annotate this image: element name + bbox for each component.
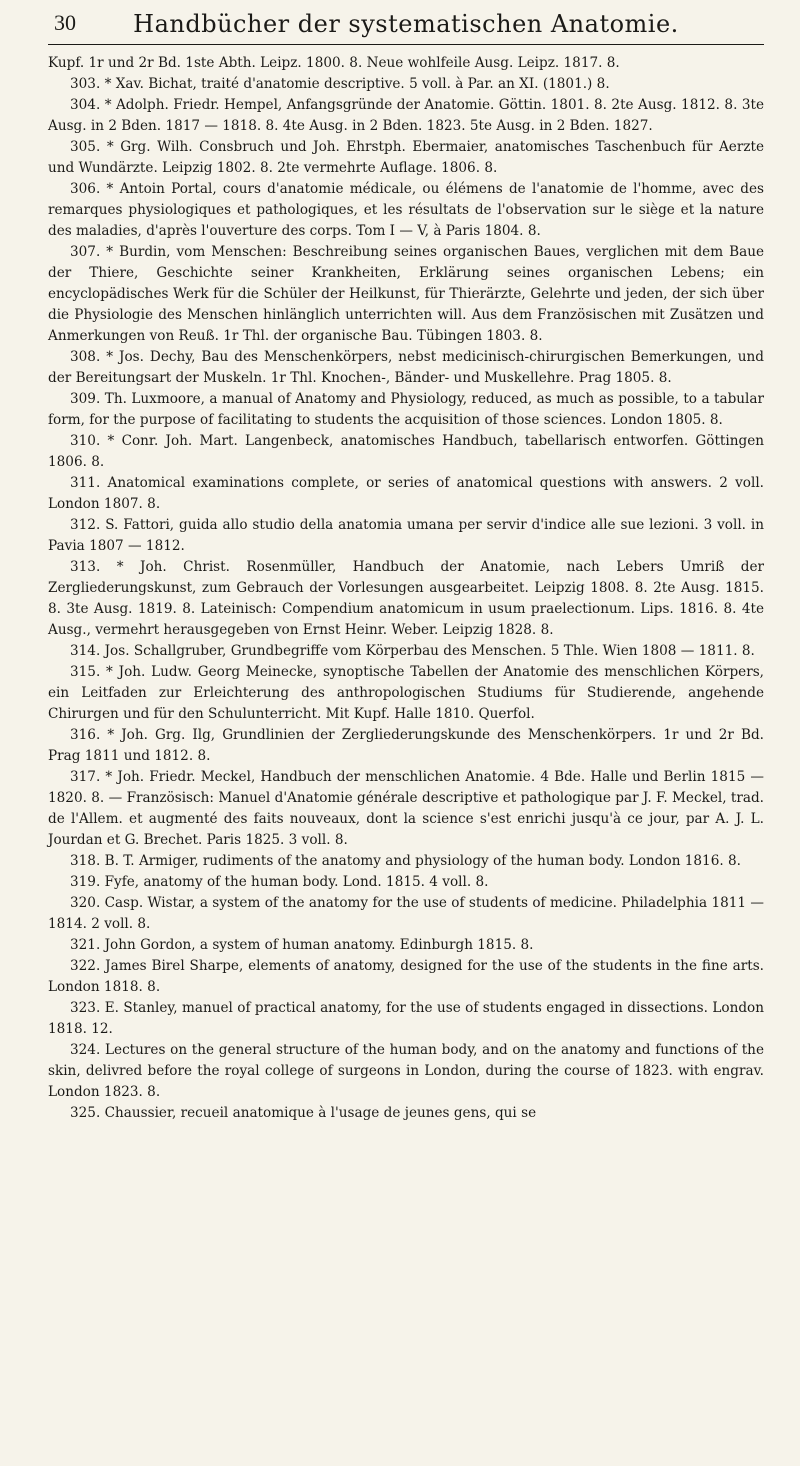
bibliography-entry xyxy=(48,179,764,242)
entry-text: Jos. Dechy, Bau des Menschenkörpers, nebst medicinisch-chirurgischen Bemerkungen, und der Bereitungsart der Muskeln. 1r Thl. Knochen-, Bänder- und Muskellehre. Prag 1805. 8. xyxy=(48,349,764,386)
entry-text: Conr. Joh. Mart. Langenbeck, anatomisches Handbuch, tabellarisch entworfen. Göttingen 1806. 8. xyxy=(48,433,764,470)
entry-number: 318. xyxy=(70,853,101,869)
bibliography-entry xyxy=(48,242,764,347)
entry-text: James Birel Sharpe, elements of anatomy, designed for the use of the students in the fine arts. London 1818. 8. xyxy=(48,958,764,995)
entry-number: 307. * xyxy=(70,244,114,260)
entry-text: Kupf. 1r und 2r Bd. 1ste Abth. Leipz. 1800. 8. Neue wohlfeile Ausg. Leipz. 1817. 8. xyxy=(48,55,620,71)
entry-number: 306. * xyxy=(70,181,114,197)
entry-text: Casp. Wistar, a system of the anatomy for the use of students of medicine. Philadelphia 1811 — 1814. 2 voll. 8. xyxy=(48,895,764,932)
bibliography-entry xyxy=(48,74,764,95)
entry-number: 311. xyxy=(70,475,101,491)
entry-number: 310. * xyxy=(70,433,115,449)
entry-text: Fyfe, anatomy of the human body. Lond. 1815. 4 voll. 8. xyxy=(104,874,489,890)
entry-text: Chaussier, recueil anatomique à l'usage de jeunes gens, qui se xyxy=(104,1105,537,1121)
entry-number: 315. * xyxy=(70,664,113,680)
entry-text: Adolph. Friedr. Hempel, Anfangsgründe der Anatomie. Göttin. 1801. 8. 2te Ausg. 1812. 8. 3te Ausg. in 2 Bden. 1817 — 1818. 8. 4te Ausg. in 2 Bden. 1823. 5te Ausg. in 2 Bden. 1827. xyxy=(48,97,764,134)
bibliography-entry xyxy=(48,893,764,935)
entry-number: 320. xyxy=(70,895,101,911)
bibliography-entry xyxy=(48,95,764,137)
entry-number: 303. * xyxy=(70,76,112,92)
entry-text: Joh. Grg. Ilg, Grundlinien der Zergliederungskunde des Menschenkörpers. 1r und 2r Bd. Prag 1811 und 1812. 8. xyxy=(48,727,764,764)
entry-text: John Gordon, a system of human anatomy. Edinburgh 1815. 8. xyxy=(104,937,534,953)
entry-number: 322. xyxy=(70,958,101,974)
bibliography-list xyxy=(48,53,764,1124)
bibliography-entry xyxy=(48,662,764,725)
entry-number: 324. xyxy=(70,1042,101,1058)
entry-text: Grg. Wilh. Consbruch und Joh. Ehrstph. Ebermaier, anatomisches Taschenbuch für Aerzte und Wundärzte. Leipzig 1802. 8. 2te vermehrte Auflage. 1806. 8. xyxy=(48,139,765,176)
entry-text: B. T. Armiger, rudiments of the anatomy and physiology of the human body. London 1816. 8. xyxy=(104,853,741,869)
bibliography-entry xyxy=(48,1103,764,1124)
entry-number: 323. xyxy=(70,1000,101,1016)
entry-text: Joh. Friedr. Meckel, Handbuch der menschlichen Anatomie. 4 Bde. Halle und Berlin 1815 — 1820. 8. — Französisch: Manuel d'Anatomie générale descriptive et pathologique par J. F. Meckel, trad. de l'Allem. et augmenté des faits nouveaux, dont la science s'est enrichi jusqu'à ce jour, par A. J. L. Jourdan et G. Brechet. Paris 1825. 3 voll. 8. xyxy=(48,769,764,848)
bibliography-entry xyxy=(48,935,764,956)
entry-number: 317. * xyxy=(70,769,113,785)
bibliography-entry xyxy=(48,137,764,179)
entry-number: 325. xyxy=(70,1105,101,1121)
entry-text: S. Fattori, guida allo studio della anatomia umana per servir d'indice alle sue lezioni. 3 voll. in Pavia 1807 — 1812. xyxy=(48,517,764,554)
entry-number: 308. * xyxy=(70,349,114,365)
bibliography-entry xyxy=(48,956,764,998)
running-title: Handbücher der systematischen Anatomie. xyxy=(133,10,679,38)
bibliography-entry xyxy=(48,872,764,893)
entry-text: Burdin, vom Menschen: Beschreibung seines organischen Baues, verglichen mit dem Baue der Thiere, Geschichte seiner Krankheiten, Erklärung seines organischen Lebens; ein encyclopädisches Werk für die Schüler der Heilkunst, für Thierärzte, Gelehrte und jeden, der sich über die Physiologie des Menschen hinlänglich unterrichten will. Aus dem Französischen mit Zusätzen und Anmerkungen von Reuß. 1r Thl. der organische Bau. Tübingen 1803. 8. xyxy=(48,244,764,344)
entry-number: 305. * xyxy=(70,139,114,155)
entry-text: Lectures on the general structure of the human body, and on the anatomy and functions of the skin, delivred before the royal college of surgeons in London, during the course of 1823. with engrav. London 1823. 8. xyxy=(48,1042,764,1100)
bibliography-entry xyxy=(48,431,764,473)
entry-text: Antoin Portal, cours d'anatomie médicale, ou élémens de l'anatomie de l'homme, avec des remarques physiologiques et pathologiques, et les résultats de l'observation sur le siège et la nature des maladies, d'après l'ouverture des corps. Tom I — V, à Paris 1804. 8. xyxy=(48,181,764,239)
entry-text: Joh. Ludw. Georg Meinecke, synoptische Tabellen der Anatomie des menschlichen Körpers, ein Leitfaden zur Erleichterung des anthropologischen Studiums für Studierende, angehende Chirurgen und für den Schulunterricht. Mit Kupf. Halle 1810. Querfol. xyxy=(48,664,765,722)
entry-text: Th. Luxmoore, a manual of Anatomy and Physiology, reduced, as much as possible, to a tabular form, for the purpose of facilitating to students the acquisition of those sciences. London 1805. 8. xyxy=(48,391,764,428)
bibliography-entry xyxy=(48,767,764,851)
entry-number: 321. xyxy=(70,937,101,953)
entry-text: Joh. Christ. Rosenmüller, Handbuch der Anatomie, nach Lebers Umriß der Zergliederungskunst, zum Gebrauch der Vorlesungen ausgearbeitet. Leipzig 1808. 8. 2te Ausg. 1815. 8. 3te Ausg. 1819. 8. Lateinisch: Compendium anatomicum in usum praelectionum. Lips. 1816. 8. 4te Ausg., vermehrt herausgegeben von Ernst Heinr. Weber. Leipzig 1828. 8. xyxy=(48,559,764,638)
bibliography-entry xyxy=(48,851,764,872)
entry-text: Jos. Schallgruber, Grundbegriffe vom Körperbau des Menschen. 5 Thle. Wien 1808 — 1811. 8. xyxy=(104,643,755,659)
entry-number: 314. xyxy=(70,643,101,659)
entry-text: E. Stanley, manuel of practical anatomy, for the use of students engaged in dissections. London 1818. 12. xyxy=(48,1000,764,1037)
bibliography-entry xyxy=(48,515,764,557)
bibliography-entry xyxy=(48,557,764,641)
bibliography-entry xyxy=(48,1040,764,1103)
bibliography-entry xyxy=(48,347,764,389)
bibliography-entry xyxy=(48,998,764,1040)
entry-number: 313. * xyxy=(70,559,124,575)
bibliography-entry xyxy=(48,473,764,515)
bibliography-entry xyxy=(48,53,764,74)
entry-number: 316. * xyxy=(70,727,115,743)
entry-number: 304. * xyxy=(70,97,112,113)
entry-text: Anatomical examinations complete, or series of anatomical questions with answers. 2 voll. London 1807. 8. xyxy=(48,475,764,512)
page-header xyxy=(48,8,764,45)
bibliography-entry xyxy=(48,725,764,767)
entry-number: 319. xyxy=(70,874,101,890)
entry-text: Xav. Bichat, traité d'anatomie descriptive. 5 voll. à Par. an XI. (1801.) 8. xyxy=(115,76,610,92)
entry-number: 312. xyxy=(70,517,101,533)
entry-number: 309. xyxy=(70,391,101,407)
bibliography-entry xyxy=(48,641,764,662)
page-number: 30 xyxy=(54,10,76,35)
bibliography-entry xyxy=(48,389,764,431)
